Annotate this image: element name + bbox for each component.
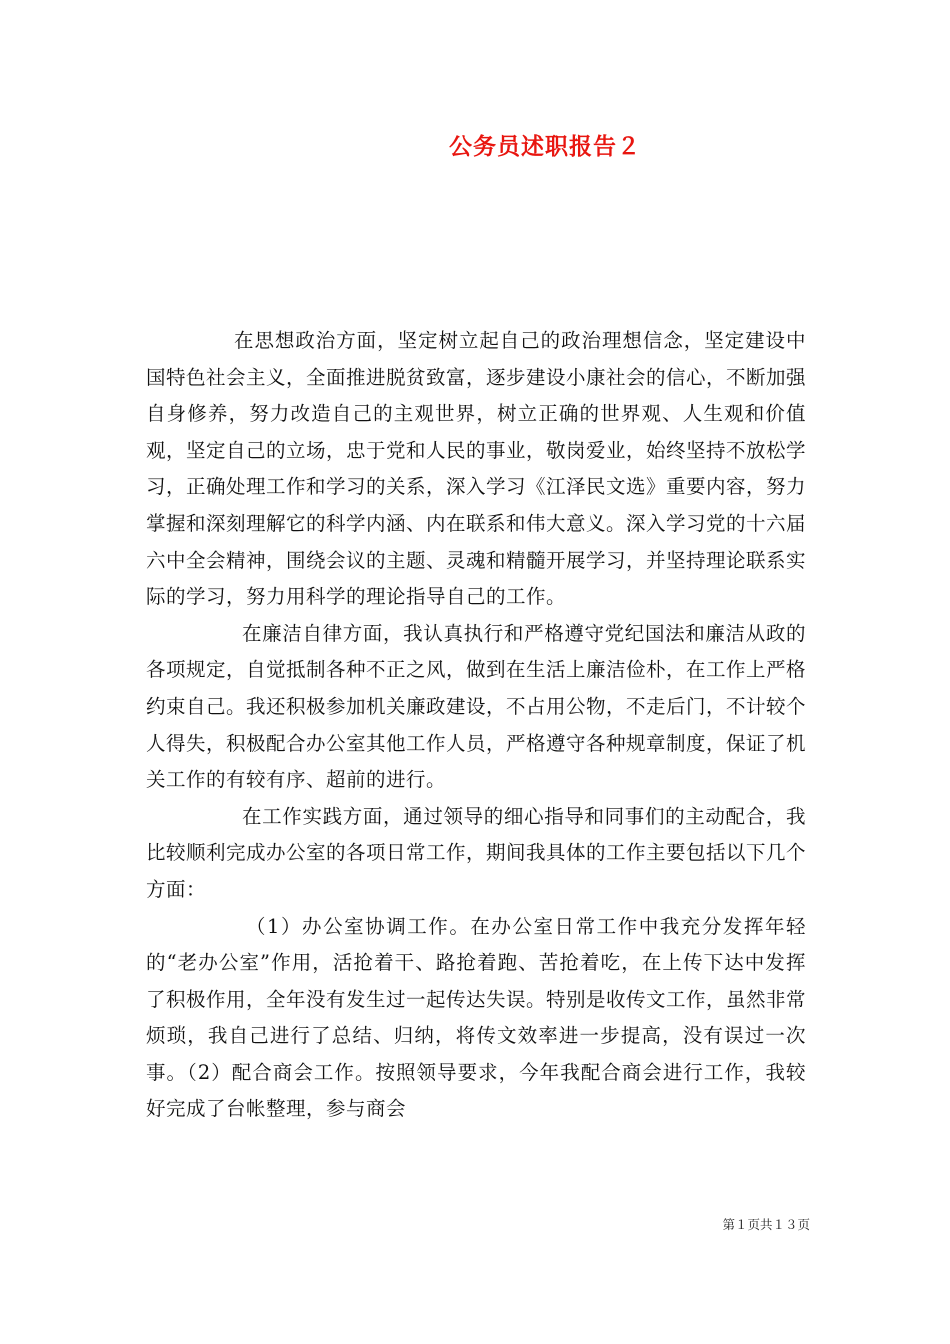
document-title: 公务员述职报告２ [449, 133, 641, 160]
paragraph-integrity: 在廉洁自律方面，我认真执行和严格遵守党纪国法和廉洁从政的各项规定，自觉抵制各种不正之风，做到在生活上廉洁俭朴，在工作上严格约束自己。我还积极参加机关廉政建设，不占用公物，不走后门，不计较个人得失，积极配合办公室其他工作人员，严格遵守各种规章制度，保证了机关工作的有较有序、超前的进行。 [146, 621, 807, 792]
page-number-footer: 第１页共１３页 [722, 1217, 810, 1232]
document-body [146, 323, 806, 1128]
paragraph-political: 在思想政治方面，坚定树立起自己的政治理想信念，坚定建设中国特色社会主义，全面推进脱贫致富，逐步建设小康社会的信心，不断加强自身修养，努力改造自己的主观世界，树立正确的世界观、人生观和价值观，坚定自己的立场，忠于党和人民的事业，敬岗爱业，始终坚持不放松学习，正确处理工作和学习的关系，深入学习《江泽民文选》重要内容，努力掌握和深刻理解它的科学内涵、内在联系和伟大意义。深入学习党的十六届六中全会精神，围绕会议的主题、灵魂和精髓开展学习，并坚持理论联系实际的学习，努力用科学的理论指导自己的工作。 [146, 329, 807, 609]
paragraph-work-practice: 在工作实践方面，通过领导的细心指导和同事们的主动配合，我比较顺利完成办公室的各项日常工作，期间我具体的工作主要包括以下几个方面： [146, 804, 807, 901]
paragraph-office-coordination: （1）办公室协调工作。在办公室日常工作中我充分发挥年轻的“老办公室”作用，活抢着干、路抢着跑、苦抢着吃，在上传下达中发挥了积极作用，全年没有发生过一起传达失误。特别是收传文工作，虽然非常烦琐，我自己进行了总结、归纳，将传文效率进一步提高，没有误过一次事。（2）配合商会工作。按照领导要求，今年我配合商会进行工作，我较好完成了台帐整理，参与商会 [146, 914, 807, 1121]
